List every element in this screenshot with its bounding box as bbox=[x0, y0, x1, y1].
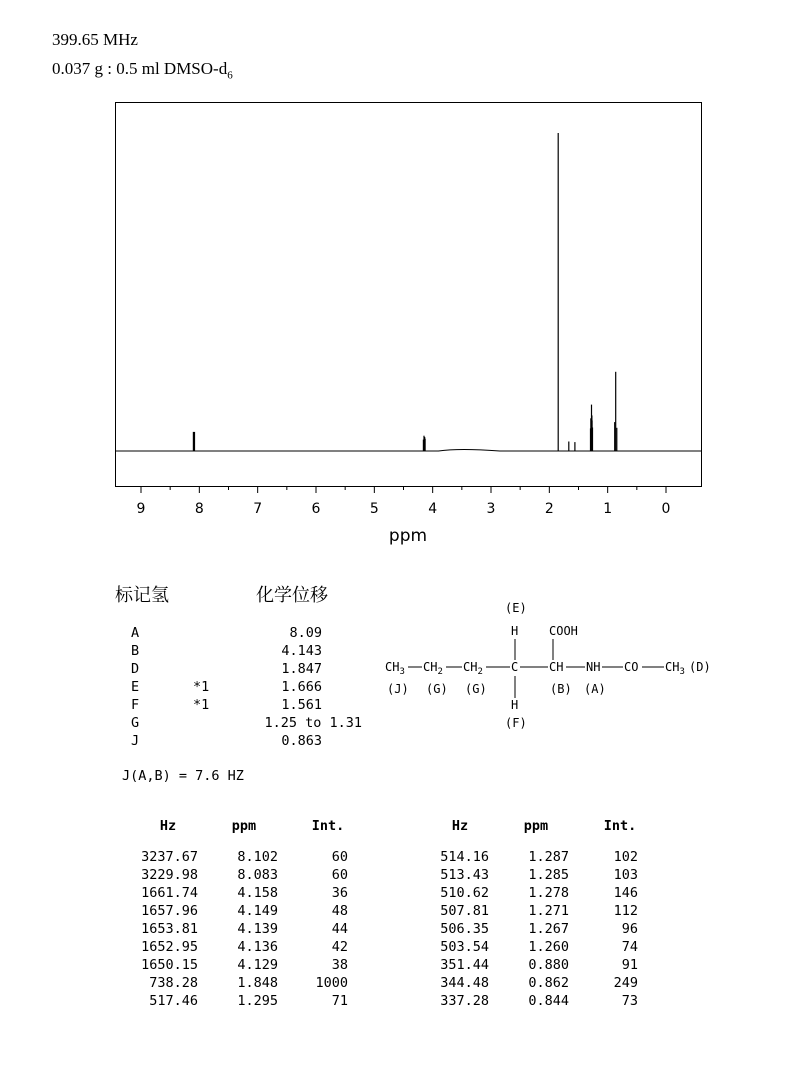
label-b: (B) bbox=[550, 682, 572, 696]
x-tick-label-6: 6 bbox=[311, 501, 321, 517]
peak-table-cell: 1661.74 bbox=[141, 885, 198, 901]
peak-table-cell: 1657.96 bbox=[141, 903, 198, 919]
peak-table-cell: 510.62 bbox=[440, 885, 489, 901]
chain-nh: NH bbox=[586, 660, 601, 674]
assignment-label: B bbox=[131, 643, 140, 659]
assignment-label: F bbox=[131, 697, 140, 713]
chain-ch: CH bbox=[549, 660, 564, 674]
assignment-shift: 4.143 bbox=[281, 643, 322, 659]
peak-table-cell: 73 bbox=[621, 993, 638, 1009]
peak-table-cell: 71 bbox=[331, 993, 348, 1009]
assignment-label: D bbox=[131, 661, 140, 677]
peak-table-cell: 344.48 bbox=[440, 975, 489, 991]
peak-table-cell: 337.28 bbox=[440, 993, 489, 1009]
label-g2: (G) bbox=[465, 682, 487, 696]
peak-table-cell: 102 bbox=[613, 849, 638, 865]
chain-c: C bbox=[511, 660, 519, 674]
x-tick-label-7: 7 bbox=[253, 501, 263, 517]
peak-table-cell: 42 bbox=[331, 939, 348, 955]
peak-table-header: Int. bbox=[311, 818, 345, 834]
peak-table-cell: 1.285 bbox=[528, 867, 569, 883]
peak-table-cell: 60 bbox=[331, 849, 348, 865]
peak-table-header: ppm bbox=[231, 818, 257, 834]
molecular-structure bbox=[380, 598, 725, 733]
coupling-constant: J(A,B) = 7.6 HZ bbox=[122, 768, 244, 784]
peak-table-cell: 146 bbox=[613, 885, 638, 901]
chain-ch2-g1: $CH_2$ bbox=[423, 660, 443, 677]
peak-table-cell: 4.129 bbox=[237, 957, 278, 973]
cooh-group: COOH bbox=[549, 624, 578, 638]
peak-table-cell: 44 bbox=[331, 921, 348, 937]
peak-table-header: Int. bbox=[603, 818, 637, 834]
assignment-shift: 8.09 bbox=[289, 625, 322, 641]
assignment-note: *1 bbox=[193, 679, 210, 695]
peak-table-cell: 0.880 bbox=[528, 957, 569, 973]
assignment-label: G bbox=[131, 715, 140, 731]
x-tick-label-5: 5 bbox=[369, 501, 379, 517]
peak-table-cell: 91 bbox=[621, 957, 638, 973]
assignment-shift: 1.25 to 1.31 bbox=[264, 715, 362, 731]
x-tick-label-1: 1 bbox=[603, 501, 613, 517]
peak-table-cell: 4.139 bbox=[237, 921, 278, 937]
peak-table-cell: 249 bbox=[613, 975, 638, 991]
chain-ch2-g2: $CH_2$ bbox=[463, 660, 483, 677]
assignment-label-header: 标记氢 bbox=[115, 585, 169, 606]
peak-table-cell: 738.28 bbox=[149, 975, 198, 991]
label-a: (A) bbox=[584, 682, 606, 696]
peak-table-header: Hz bbox=[451, 818, 469, 834]
bottom-h: H bbox=[511, 698, 519, 712]
x-tick-label-8: 8 bbox=[194, 501, 204, 517]
peak-table-cell: 351.44 bbox=[440, 957, 489, 973]
assignment-label: J bbox=[131, 733, 140, 749]
label-f: (F) bbox=[505, 716, 527, 730]
peak-table-cell: 3229.98 bbox=[141, 867, 198, 883]
label-d: (D) bbox=[689, 660, 711, 674]
chain-ch3-j: $CH_3$ bbox=[385, 660, 405, 677]
label-e: (E) bbox=[505, 601, 527, 615]
plot-frame bbox=[116, 103, 702, 487]
label-j: (J) bbox=[387, 682, 409, 696]
peak-table-cell: 112 bbox=[613, 903, 638, 919]
x-tick-label-0: 0 bbox=[661, 501, 671, 517]
peak-table-cell: 8.102 bbox=[237, 849, 278, 865]
peak-table-cell: 1.295 bbox=[237, 993, 278, 1009]
assignment-label: E bbox=[131, 679, 140, 695]
assignment-shift: 1.666 bbox=[281, 679, 322, 695]
peak-table-cell: 517.46 bbox=[149, 993, 198, 1009]
peak-table-cell: 1653.81 bbox=[141, 921, 198, 937]
peak-table-cell: 1000 bbox=[315, 975, 348, 991]
peak-table-cell: 8.083 bbox=[237, 867, 278, 883]
x-tick-label-2: 2 bbox=[544, 501, 554, 517]
peak-table-cell: 1652.95 bbox=[141, 939, 198, 955]
peak-table-cell: 74 bbox=[621, 939, 638, 955]
peak-table-cell: 0.844 bbox=[528, 993, 569, 1009]
assignment-shift: 1.561 bbox=[281, 697, 322, 713]
peak-table-cell: 1.278 bbox=[528, 885, 569, 901]
peak-table-cell: 1.267 bbox=[528, 921, 569, 937]
chain-ch3-d: $CH_3$ bbox=[665, 660, 685, 677]
peak-table-cell: 3237.67 bbox=[141, 849, 198, 865]
peak-table-cell: 36 bbox=[331, 885, 348, 901]
peak-table-cell: 513.43 bbox=[440, 867, 489, 883]
peak-table-cell: 48 bbox=[331, 903, 348, 919]
x-axis-tick-labels bbox=[137, 501, 671, 517]
peak-table-cell: 0.862 bbox=[528, 975, 569, 991]
peak-table-header: Hz bbox=[159, 818, 177, 834]
x-axis-ticks bbox=[141, 486, 666, 493]
label-g1: (G) bbox=[426, 682, 448, 696]
chain-co: CO bbox=[624, 660, 639, 674]
peak-table-cell: 4.149 bbox=[237, 903, 278, 919]
assignment-label: A bbox=[131, 625, 140, 641]
assignment-shift-header: 化学位移 bbox=[256, 585, 328, 606]
peak-table-cell: 4.136 bbox=[237, 939, 278, 955]
peak-table-cell: 507.81 bbox=[440, 903, 489, 919]
spectrometer-frequency: 399.65 MHz bbox=[52, 30, 138, 49]
peak-table-cell: 96 bbox=[621, 921, 638, 937]
peak-table-cell: 503.54 bbox=[440, 939, 489, 955]
peak-table-cell: 4.158 bbox=[237, 885, 278, 901]
peak-table-cell: 38 bbox=[331, 957, 348, 973]
peak-table-cell: 1.271 bbox=[528, 903, 569, 919]
sample-main-text: 0.037 g : 0.5 ml DMSO-d bbox=[52, 59, 228, 78]
peak-table-cell: 1.260 bbox=[528, 939, 569, 955]
x-tick-label-9: 9 bbox=[136, 501, 146, 517]
peak-table-cell: 506.35 bbox=[440, 921, 489, 937]
peak-table-cell: 1650.15 bbox=[141, 957, 198, 973]
peak-table-cell: 514.16 bbox=[440, 849, 489, 865]
peak-table-cell: 1.287 bbox=[528, 849, 569, 865]
peak-table-cell: 1.848 bbox=[237, 975, 278, 991]
spectrum-trace bbox=[116, 450, 701, 452]
peak-table-header: ppm bbox=[523, 818, 549, 834]
assignment-shift: 0.863 bbox=[281, 733, 322, 749]
top-h: H bbox=[511, 624, 519, 638]
x-tick-label-3: 3 bbox=[486, 501, 496, 517]
x-tick-label-4: 4 bbox=[428, 501, 438, 517]
sample-subscript: 6 bbox=[227, 69, 233, 82]
peak-table-cell: 60 bbox=[331, 867, 348, 883]
assignment-shift: 1.847 bbox=[281, 661, 322, 677]
spectrum-peaks bbox=[193, 133, 616, 451]
assignment-note: *1 bbox=[193, 697, 210, 713]
peak-table-cell: 103 bbox=[613, 867, 638, 883]
x-axis-label: ppm bbox=[388, 526, 428, 546]
